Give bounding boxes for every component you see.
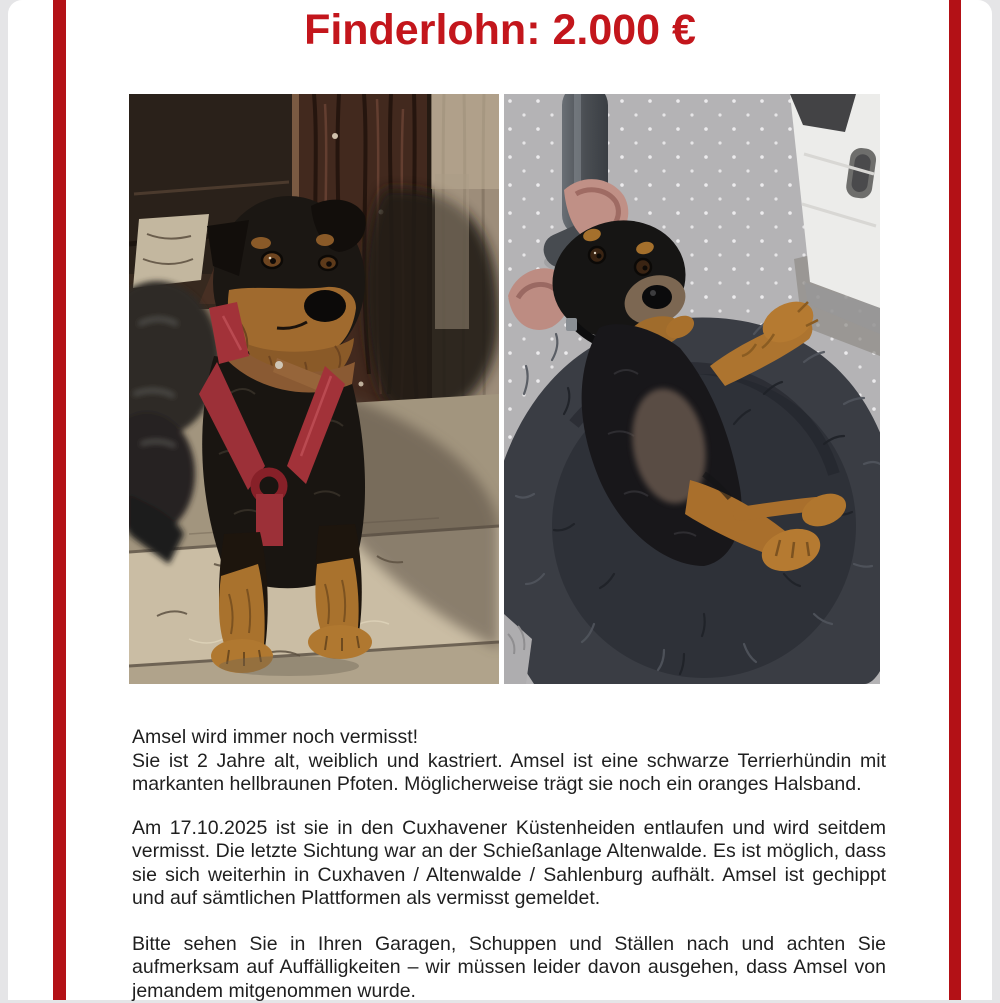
paragraph-status (132, 726, 886, 797)
poster-text (132, 726, 886, 1003)
reward-title: Finderlohn: 2.000 € (78, 4, 922, 56)
status-line: Amsel wird immer noch vermisst! (132, 726, 886, 750)
photo-dog-on-deck (129, 94, 499, 684)
description-text: Sie ist 2 Jahre alt, weiblich und kastriert. Amsel ist eine schwarze Terrierhündin mit markanten hellbraunen Pfoten. Möglicherweise trägt sie noch ein oranges Halsband. (132, 750, 886, 796)
poster-page (8, 0, 992, 1000)
dog-on-deck-illustration (129, 94, 499, 684)
paragraph-appeal: Bitte sehen Sie in Ihren Garagen, Schuppen und Ställen nach und achten Sie aufmerksam auf Auffälligkeiten – wir müssen leider davon ausgehen, dass Amsel von jemandem mitgenommen wurde. (132, 933, 886, 1003)
left-red-border-bar (53, 0, 66, 1000)
dog-in-bed-illustration (504, 94, 880, 684)
paragraph-last-seen: Am 17.10.2025 ist sie in den Cuxhavener Küstenheiden entlaufen und wird seitdem vermisst. Die letzte Sichtung war an der Schießanlage Altenwalde. Es ist möglich, dass sie sich weiterhin in Cuxhaven / Altenwalde / Sahlenburg aufhält. Amsel ist gechippt und auf sämtlichen Plattformen als vermisst gemeldet. (132, 817, 886, 911)
right-red-border-bar (949, 0, 961, 1000)
photo-dog-in-bed (504, 94, 880, 684)
